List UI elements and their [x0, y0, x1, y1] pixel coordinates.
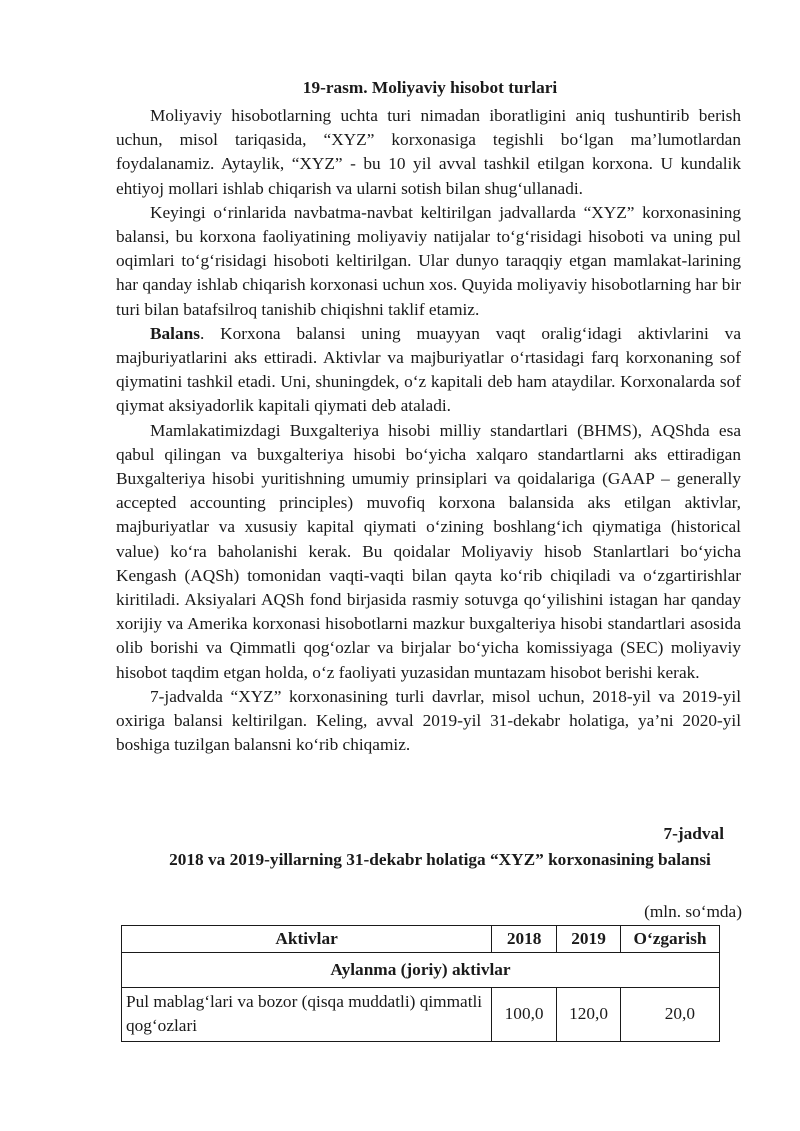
paragraph-tables-overview: Keyingi o‘rinlarida navbatma-navbat keltirilgan jadvallarda “XYZ” korxonasining balansi, bu korxona faoliyatining moliyaviy natijalar to‘g‘risidagi hisoboti va uning pul oqimlari to‘g‘risidagi hisoboti keltirilgan. Ular dunyo taraqqiy etgan mamlakat-larining har qanday ishlab chiqarish korxonasi uchun xos. Quyida moliyaviy hisobotlarning har bir turi bilan batafsilroq tanishib chiqishni taklif etamiz. — [116, 202, 741, 319]
paragraph-intro: Moliyaviy hisobotlarning uchta turi nimadan iboratligini aniq tushuntirib berish uchun, misol tariqasida, “XYZ” korxonasiga tegishli bo‘lgan ma’lumotlardan foydalanamiz. Aytaylik, “XYZ” - bu 10 yil avval tashkil etilgan korxona. U kundalik ehtiyoj mollari ishlab chiqarish va ularni sotish bilan shug‘ullanadi. — [116, 106, 741, 198]
balance-table — [121, 925, 720, 1042]
table-units: (mln. so‘mda) — [644, 902, 742, 921]
header-change: O‘zgarish — [621, 926, 720, 953]
table-section-row — [122, 953, 720, 988]
header-assets: Aktivlar — [122, 926, 492, 953]
header-2019: 2019 — [557, 926, 621, 953]
paragraph-standards: Mamlakatimizdagi Buxgalteriya hisobi milliy standartlari (BHMS), AQShda esa qabul qilingan va buxgalteriya hisobi bo‘yicha xalqaro standartlarni aks ettiradigan Buxgalteriya hisobi yuritishning umumiy prinsiplari va qoidalariga (GAAP – generally accepted accounting principles) muvofiq korxona balansida aks etilgan aktivlar, majburiyatlar va xususiy kapital qiymati o‘zining boshlang‘ich qiymatiga (historical value) ko‘ra baholanishi kerak. Bu qoidalar Moliyaviy hisob Stanlartlari bo‘yicha Kengash (AQSh) tomonidan vaqti-vaqti bilan qayta ko‘rib chiqiladi va o‘zgartirishlar kiritiladi. Aksiyalari AQSh fond birjasida rasmiy sotuvga qo‘yilishini istagan har qanday xorijiy va Amerika korxonasi hisobotlarni mazkur buxgalteriya hisobi standartlari asosida olib borishi va Qimmatli qog‘ozlar va birjalar bo‘yicha komissiyaga (SEC) moliyaviy hisobot taqdim etgan holda, o‘z faoliyati yuzasidan muntazam hisobot berishi kerak. — [116, 420, 741, 682]
balance-term: Balans — [150, 323, 200, 343]
paragraph-balance — [116, 322, 741, 419]
row-value-change: 20,0 — [621, 988, 720, 1042]
header-2018: 2018 — [492, 926, 557, 953]
paragraph-table-intro: 7-jadvalda “XYZ” korxonasining turli davrlar, misol uchun, 2018-yil va 2019-yil oxiriga balansi keltirilgan. Keling, avval 2019-yil 31-dekabr holatiga, ya’ni 2020-yil boshiga tuzilgan balansni ko‘rib chiqamiz. — [116, 686, 741, 755]
table-row — [122, 988, 720, 1042]
balance-definition: . Korxona balansi uning muayyan vaqt oralig‘idagi aktivlarini va majburiyatlarini aks ettiradi. Aktivlar va majburiyatlar o‘rtasidagi farq korxonaning sof qiymatini tashkil etadi. Uni, shuningdek, o‘z kapitali deb ham ataydilar. Korxonalarda sof qiymat aksiyadorlik kapitali qiymati deb ataladi. — [116, 323, 741, 416]
table-title: 2018 va 2019-yillarning 31-dekabr holatiga “XYZ” korxonasining balansi — [169, 850, 711, 869]
table-number: 7-jadval — [663, 824, 724, 843]
figure-caption: 19-rasm. Moliyaviy hisobot turlari — [302, 78, 558, 97]
row-value-2018: 100,0 — [492, 988, 557, 1042]
table-header-row — [122, 926, 720, 953]
section-current-assets: Aylanma (joriy) aktivlar — [122, 953, 720, 988]
body-text — [116, 104, 741, 757]
row-item-label: Pul mablag‘lari va bozor (qisqa muddatli) qimmatli qog‘ozlari — [122, 988, 492, 1042]
row-value-2019: 120,0 — [557, 988, 621, 1042]
